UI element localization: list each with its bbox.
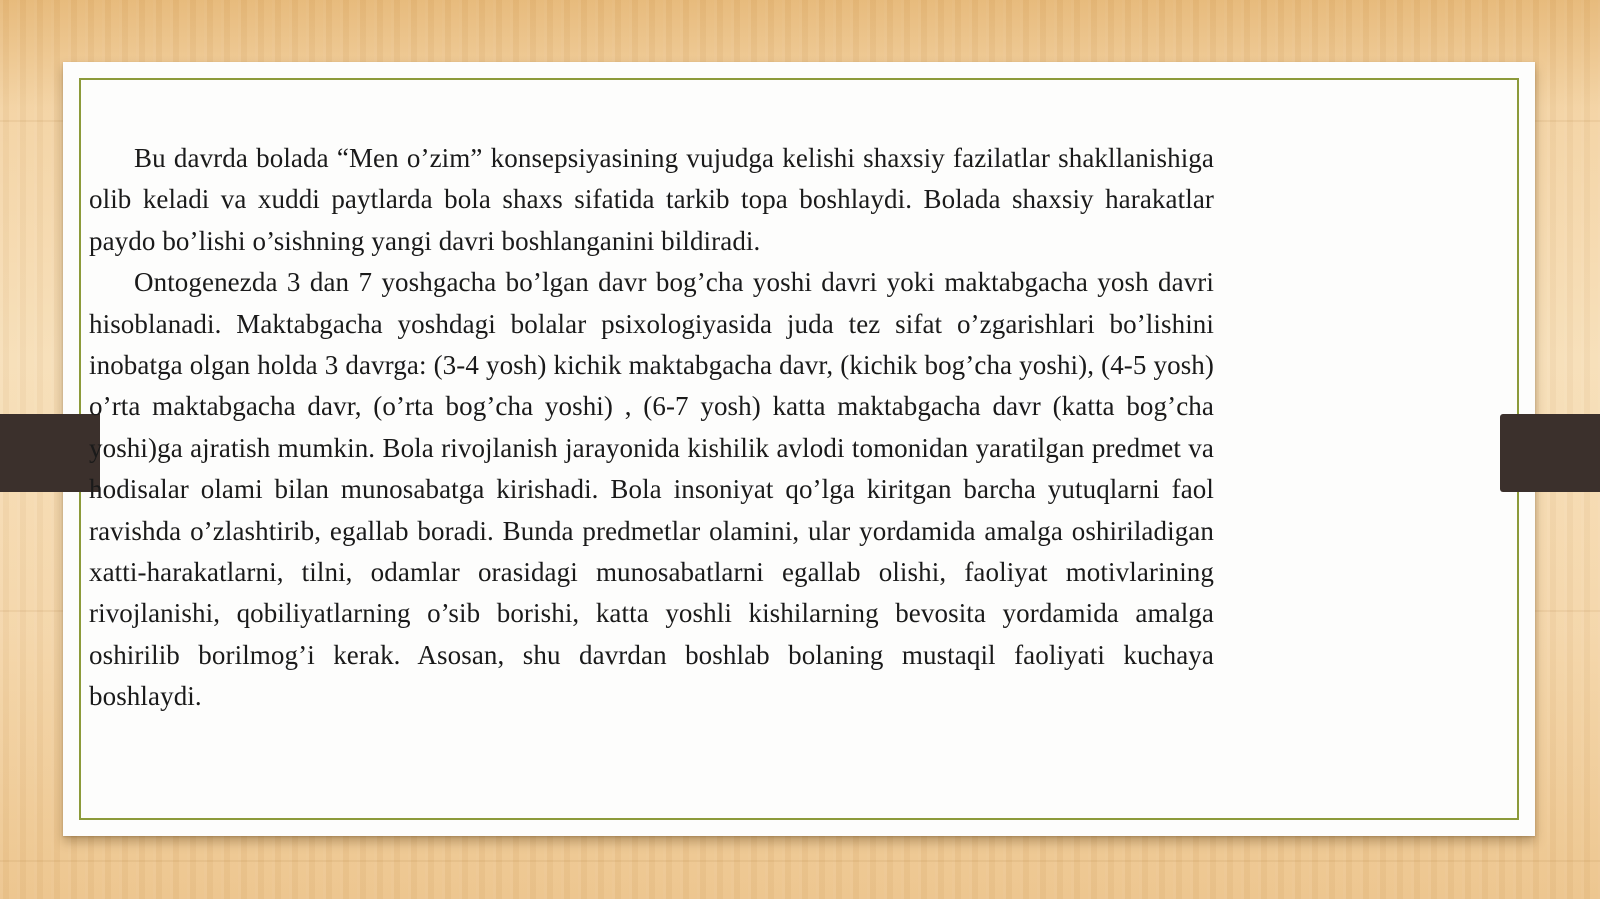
wood-grain (0, 860, 1600, 862)
paragraph-1: Bu davrda bolada “Men o’zim” konsepsiyasining vujudga kelishi shaxsiy fazilatlar shakllanishiga olib keladi va xuddi paytlarda bola shaxs sifatida tarkib topa boshlaydi. Bolada shaxsiy harakatlar paydo bo’lishi o’sishning yangi davri boshlanganini bildiradi. (89, 143, 1214, 256)
left-decorative-tab (0, 414, 100, 492)
right-decorative-tab (1500, 414, 1600, 492)
paragraph-2: Ontogenezda 3 dan 7 yoshgacha bo’lgan davr bog’cha yoshi davri yoki maktabgacha yosh davri hisoblanadi. Maktabgacha yoshdagi bolalar psixologiyasida juda tez sifat o’zgarishlari bo’lishini inobatga olgan holda 3 davrga: (3-4 yosh) kichik maktabgacha davr, (kichik bog’cha yoshi), (4-5 yosh) o’rta maktabgacha davr, (o’rta bog’cha yoshi) , (6-7 yosh) katta maktabgacha davr (katta bog’cha yoshi)ga ajratish mumkin. Bola rivojlanish jarayonida kishilik avlodi tomonidan yaratilgan predmet va hodisalar olami bilan munosabatga kirishadi. Bola insoniyat qo’lga kiritgan barcha yutuqlarni faol ravishda o’zlashtirib, egallab boradi. Bunda predmetlar olamini, ular yordamida amalga oshiriladigan xatti-harakatlarni, tilni, odamlar orasidagi munosabatlarni egallab olishi, faoliyat motivlarining rivojlanishi, qobiliyatlarning o’sib borishi, katta yoshli kishilarning bevosita yordamida amalga oshirilib borilmog’i kerak. Asosan, shu davrdan boshlab bolaning mustaqil faoliyati kuchaya boshlaydi. (89, 267, 1214, 712)
slide-text-block (89, 138, 1214, 718)
